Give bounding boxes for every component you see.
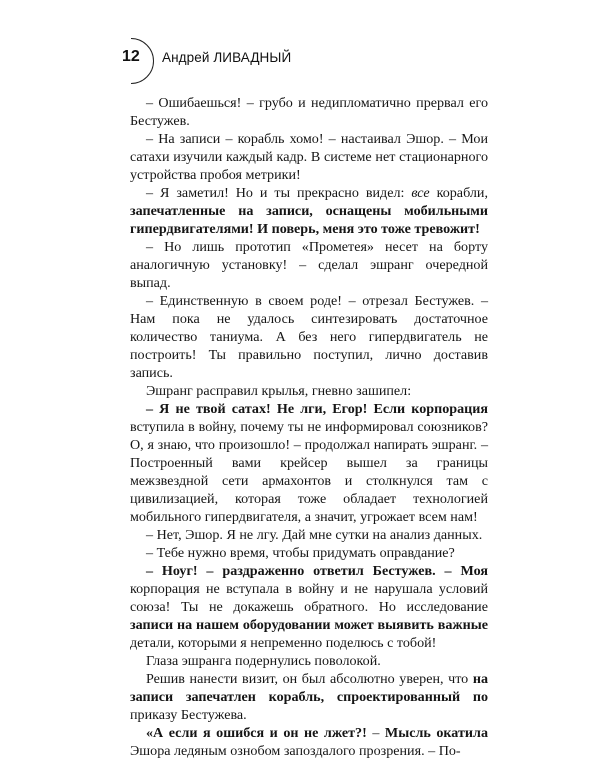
text-run: приказу Бестужева. [130,707,247,723]
italic-text: все [411,185,430,201]
paragraph [130,526,488,544]
text-run: детали, которыми я непременно поделюсь с тобой! [130,635,437,651]
text-run: – Я заметил! Но и ты прекрасно видел: [146,185,412,201]
bold-text: записи на нашем оборудовании может выявить важные [130,617,488,633]
paragraph [130,382,488,400]
text-run: – Ошибаешься! – грубо и недипломатично прервал его Бестужев. [130,95,488,129]
text-run: – Нет, Эшор. Я не лгу. Дай мне сутки на анализ данных. [146,527,483,543]
paragraph [130,724,488,760]
text-run: Решив нанести визит, он был абсолютно уверен, что [146,671,473,687]
paragraph [130,94,488,130]
bold-text: Мысль окатила [384,725,488,741]
paragraph [130,238,488,292]
paragraph [130,652,488,670]
paragraph [130,670,488,724]
text-run: – На записи – корабль хомо! – настаивал Эшор. – Мои сатахи изучили каждый кадр. В системе нет стационарного устройства пробоя метрики! [130,131,488,183]
paragraph [130,544,488,562]
text-run: – [366,725,385,741]
bold-text: на записи запечатлен корабль, спроектированный по [130,671,488,705]
text-run: – Единственную в своем роде! – отрезал Бестужев. – Нам пока не удалось синтезировать достаточное количество таниума. А без него гипердвигатель не построить! Ты правильно поступил, лично доставив запись. [130,293,488,381]
page-number: 12 [122,48,140,65]
paragraph [130,130,488,184]
text-run: – Тебе нужно время, чтобы придумать оправдание? [146,545,455,561]
paragraph [130,562,488,652]
paragraph [130,292,488,382]
text-run: Эшранг расправил крылья, гневно зашипел: [146,383,412,399]
text-run: Эшора ледяным ознобом запоздалого прозрения. – По- [130,743,461,759]
text-run: корпорация не вступала в войну и не нарушала условий союза! Ты не докажешь обратного. Но исследование [130,581,488,615]
bold-text: – Я не твой сатах! Не лги, Егор! Если корпорация [146,401,488,417]
text-run: Глаза эшранга подернулись поволокой. [146,653,381,669]
text-run: вступила в войну, почему ты не информировал союзников? О, я знаю, что произошло! – продолжал напирать эшранг. – Построенный вами крейсер вышел за границы межзвездной сети армахонтов и столкнулся там с цивилизацией, которая тоже обладает технологией мобильного гипердвигателя, а значит, угрожает всем нам! [130,419,488,525]
paragraph [130,400,488,526]
body-text [130,94,488,760]
paragraph [130,184,488,238]
bold-text: «А если я ошибся и он не лжет?! [146,725,367,741]
running-head: Андрей ЛИВАДНЫЙ [162,50,292,65]
text-run: – Но лишь прототип «Прометея» несет на борту аналогичную установку! – сделал эшранг очередной выпад. [130,239,488,291]
text-run: корабли, [429,185,488,201]
bold-text: запечатленные на записи, оснащены мобильными гипердвигателями! И поверь, меня это тоже тревожит! [130,203,488,237]
bold-text: – Ноуг! – раздраженно ответил Бестужев. – Моя [146,563,488,579]
